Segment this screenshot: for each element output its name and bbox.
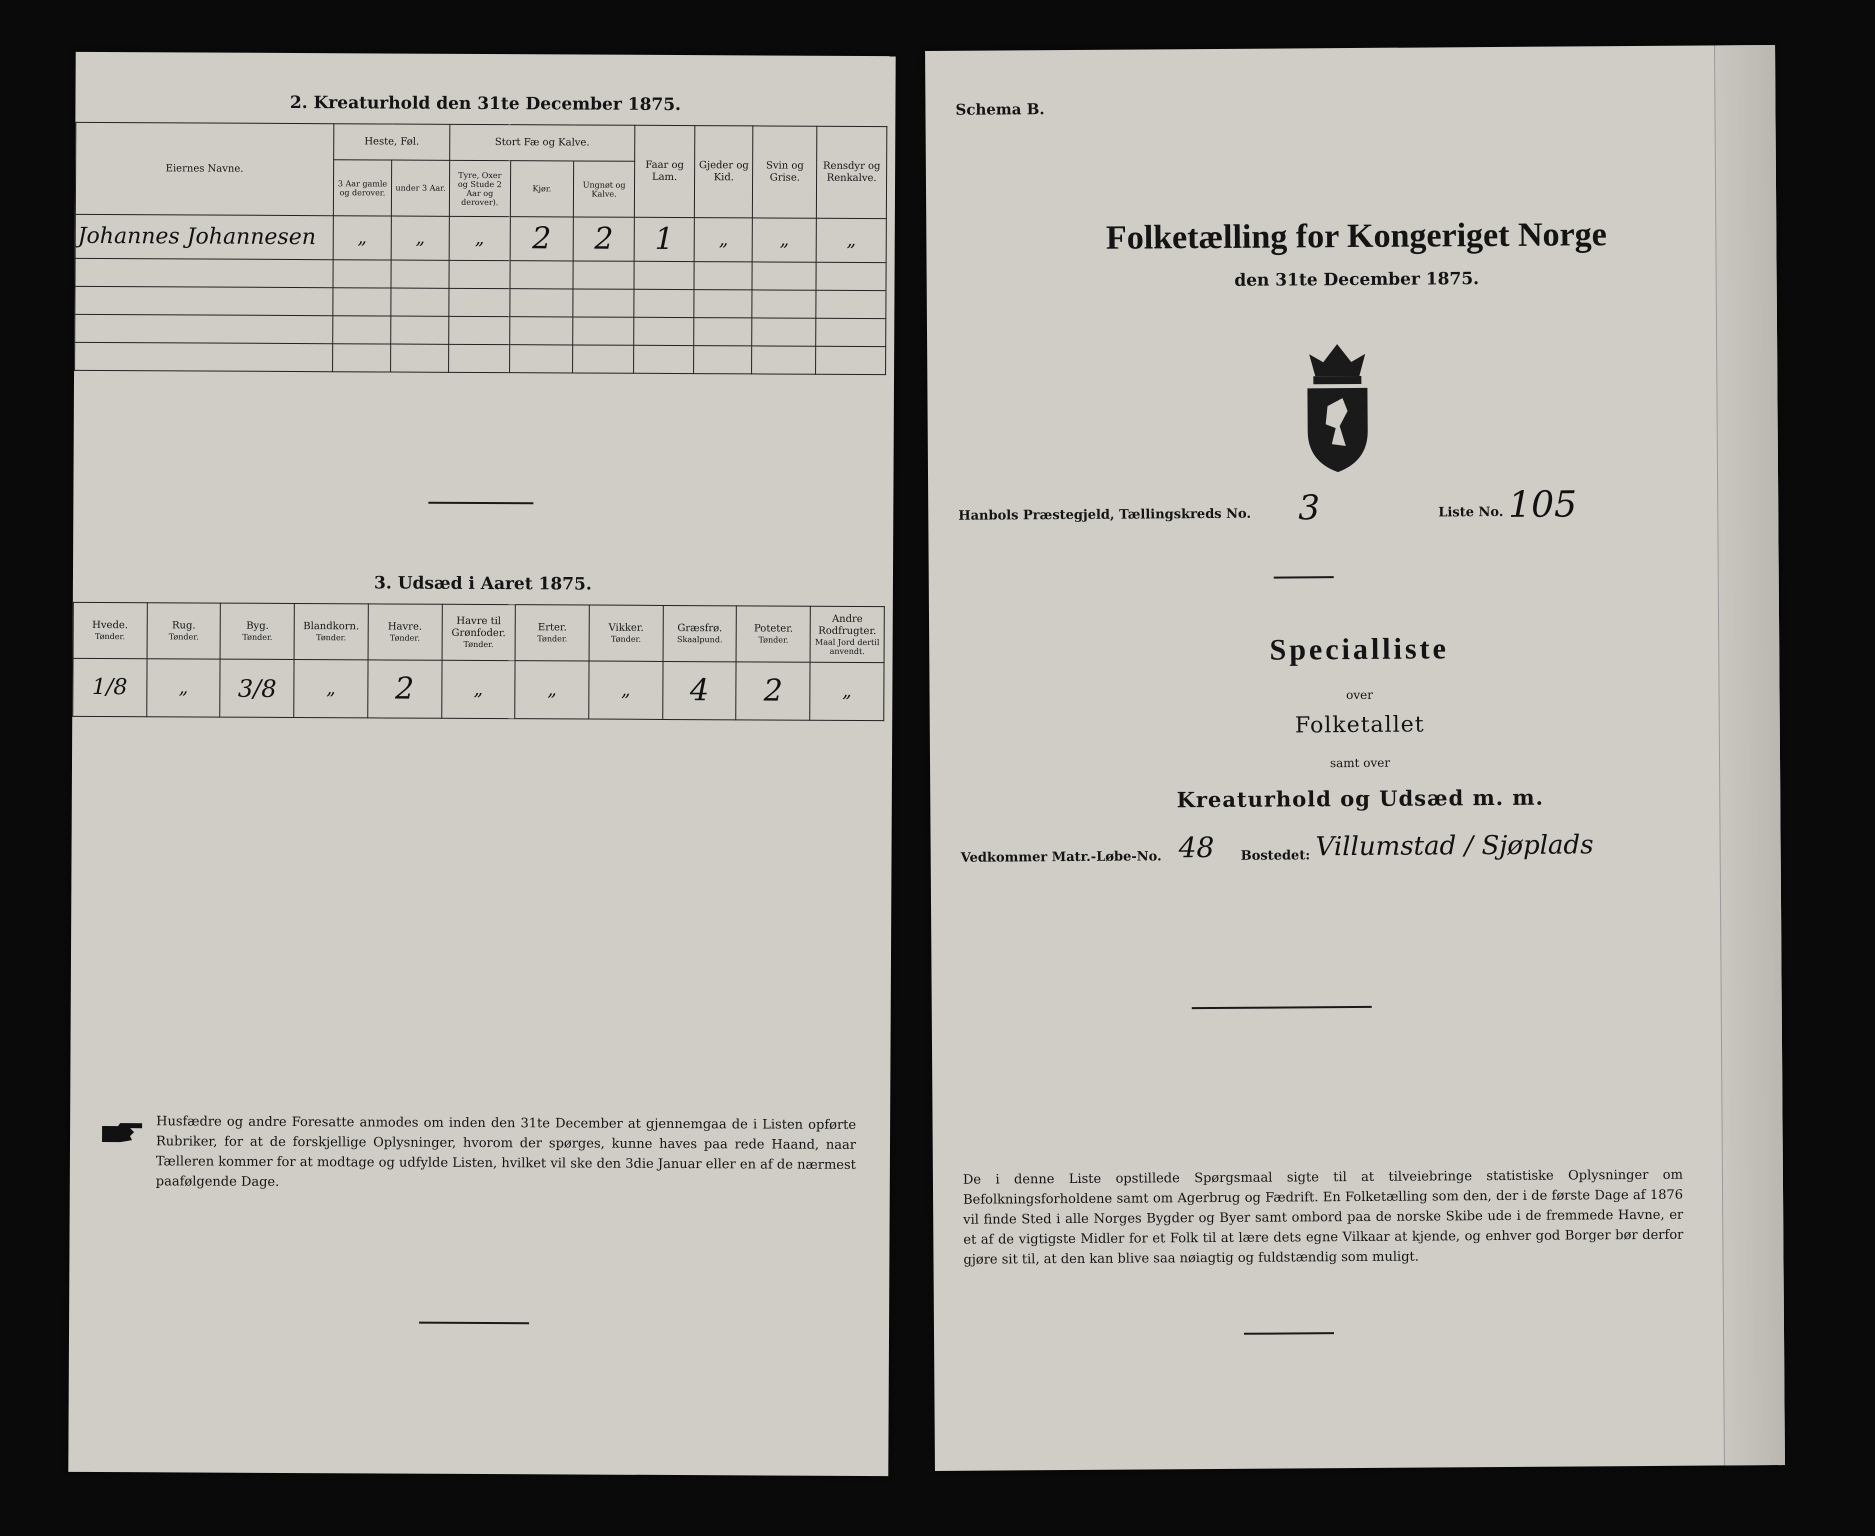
sowing-value: „ — [146, 659, 220, 717]
sowing-value: 2 — [368, 660, 442, 718]
faar-header: Faar og Lam. — [634, 125, 695, 217]
sowing-header-unit: Tønder. — [758, 635, 789, 645]
sowing-header-name: Havre. — [387, 621, 423, 633]
over-text: over — [1346, 687, 1374, 703]
specialliste-title: Specialliste — [1269, 632, 1450, 667]
sowing-header-unit: Tønder. — [537, 634, 568, 644]
sowing-header-unit: Tønder. — [611, 634, 642, 644]
livestock-cell: „ — [694, 218, 752, 262]
sowing-header-unit: Tønder. — [463, 639, 494, 650]
liste-number: 105 — [1508, 484, 1578, 526]
notice-text: Husfædre og andre Foresatte anmodes om inden den 31te December at gjennemgaa de i Listen opførte Rubriker, for at de forskjellige Oplysninger, hvorom der spørges, kunne haves paa rede Haand, naar Tælleren kommer for at modtage og udfylde Listen, hvilket vil ske den 3die Januar eller en af de nærmest paafølgende Dage. — [155, 1114, 857, 1190]
table-row — [75, 214, 886, 262]
owner-name: Johannes Johannesen — [75, 214, 333, 259]
sowing-header-name: Erter. — [537, 622, 567, 634]
livestock-cell: 2 — [574, 217, 635, 261]
kreaturhold-text: Kreaturhold og Udsæd m. m. — [1176, 784, 1544, 813]
sowing-header-name: Hvede. — [92, 619, 128, 632]
date-line: den 31te December 1875. — [1234, 269, 1480, 291]
divider — [1274, 576, 1334, 578]
sowing-header-name: Havre til Grønfoder. — [451, 615, 506, 640]
sowing-value: 2 — [736, 662, 810, 720]
ungnot-header: Ungnøt og Kalve. — [574, 161, 635, 217]
divider — [428, 502, 533, 505]
sowing-header-unit: Tønder. — [316, 633, 347, 643]
sowing-value: 4 — [662, 661, 736, 719]
svin-header: Svin og Grise. — [753, 126, 817, 218]
sowing-value: „ — [515, 661, 589, 719]
sowing-header-unit: Tønder. — [94, 631, 126, 642]
samt-over-text: samt over — [1329, 755, 1391, 771]
prestegjeld-label: Hanbols Præstegjeld, Tællingskreds No. — [958, 506, 1252, 524]
livestock-cell: „ — [391, 216, 449, 260]
rensdyr-header: Rensdyr og Renkalve. — [817, 126, 887, 218]
livestock-cell: „ — [752, 218, 816, 262]
sowing-header-row — [73, 602, 884, 662]
sowing-value: „ — [441, 660, 515, 718]
kjor-header: Kjør. — [510, 161, 574, 217]
main-title: Folketælling for Kongeriget Norge — [1105, 216, 1607, 257]
page-edge — [1714, 45, 1785, 1465]
divider — [419, 1322, 529, 1325]
sowing-header-unit: Tønder. — [168, 632, 199, 642]
tellingskreds-number: 3 — [1298, 488, 1321, 529]
livestock-cell: „ — [816, 218, 886, 262]
bostedet-value: Villumstad / Sjøplads — [1315, 830, 1594, 863]
heste-young-header: under 3 Aar. — [391, 160, 449, 216]
stortfae-header: Stort Fæ og Kalve. — [450, 124, 635, 161]
livestock-cell: 1 — [634, 217, 695, 261]
livestock-cell: „ — [449, 216, 510, 260]
sowing-header-name: Vikker. — [608, 622, 644, 634]
table-row — [75, 258, 886, 290]
section3-title: 3. Udsæd i Aaret 1875. — [374, 573, 592, 595]
sowing-header-name: Blandkorn. — [303, 621, 360, 633]
sowing-value: „ — [589, 661, 663, 719]
pointing-hand-icon — [100, 1120, 146, 1146]
folketallet-text: Folketallet — [1294, 712, 1425, 739]
sowing-header-name: Byg. — [246, 620, 269, 632]
sowing-value: 3/8 — [220, 659, 294, 717]
table-row — [75, 314, 886, 346]
sowing-header-unit: Tønder. — [389, 633, 420, 643]
heste-old-header: 3 Aar gamle og derover. — [333, 160, 391, 216]
livestock-cell: 2 — [510, 217, 574, 261]
coat-of-arms-icon — [1287, 336, 1388, 477]
sowing-value: „ — [294, 660, 368, 718]
livestock-cell: „ — [333, 216, 391, 260]
matr-number: 48 — [1178, 830, 1215, 865]
livestock-table — [74, 122, 887, 375]
table-row — [75, 342, 886, 374]
gjeder-header: Gjeder og Kid. — [695, 126, 754, 218]
table-row — [75, 286, 886, 318]
sowing-value: 1/8 — [73, 658, 147, 716]
owner-header: Eiernes Navne. — [75, 122, 333, 215]
schema-label: Schema B. — [955, 100, 1045, 119]
section2-title: 2. Kreaturhold den 31te December 1875. — [289, 92, 682, 116]
sowing-header-unit: Tønder. — [242, 632, 273, 642]
sowing-value: „ — [810, 662, 884, 720]
sowing-header-unit: Maal Jord dertil anvendt. — [815, 637, 880, 656]
table-row — [73, 658, 884, 720]
heste-header: Heste, Føl. — [334, 124, 450, 161]
tyre-header: Tyre, Oxer og Stude 2 Aar og derover). — [449, 160, 510, 216]
footer-text: De i denne Liste opstillede Spørgsmaal sigte til at tilveiebringe statistiske Oplysninger om Befolkningsforholdene samt om Agerbrug og Fædrift. En Folketælling som den, der i de første Dage af 1876 vil finde Sted i alle Norges Bygder og Byer samt ombord paa de norske Skibe ude i de fremmede Havne, er et af de vigtigste Midler for et Folk til at lære dets egne Vilkaar at kjende, og enhver god Borger bør derfor gjøre sit til, at den kan blive saa nøiagtig og fuldstændig som muligt. — [962, 1167, 1684, 1268]
sowing-header-unit: Skaalpund. — [676, 635, 723, 645]
divider — [1244, 1332, 1334, 1335]
matr-label: Vedkommer Matr.-Løbe-No. — [960, 849, 1162, 866]
sowing-table — [72, 602, 885, 721]
bostedet-label: Bostedet: — [1240, 848, 1311, 864]
sowing-header-name: Andre Rodfrugter. — [818, 613, 877, 637]
sowing-header-name: Græsfrø. — [677, 623, 723, 635]
divider — [1192, 1006, 1372, 1009]
liste-label: Liste No. — [1438, 504, 1504, 521]
sowing-header-name: Rug. — [171, 620, 196, 632]
sowing-header-name: Poteter. — [753, 623, 794, 635]
left-page — [68, 52, 895, 1476]
right-page — [925, 45, 1785, 1471]
